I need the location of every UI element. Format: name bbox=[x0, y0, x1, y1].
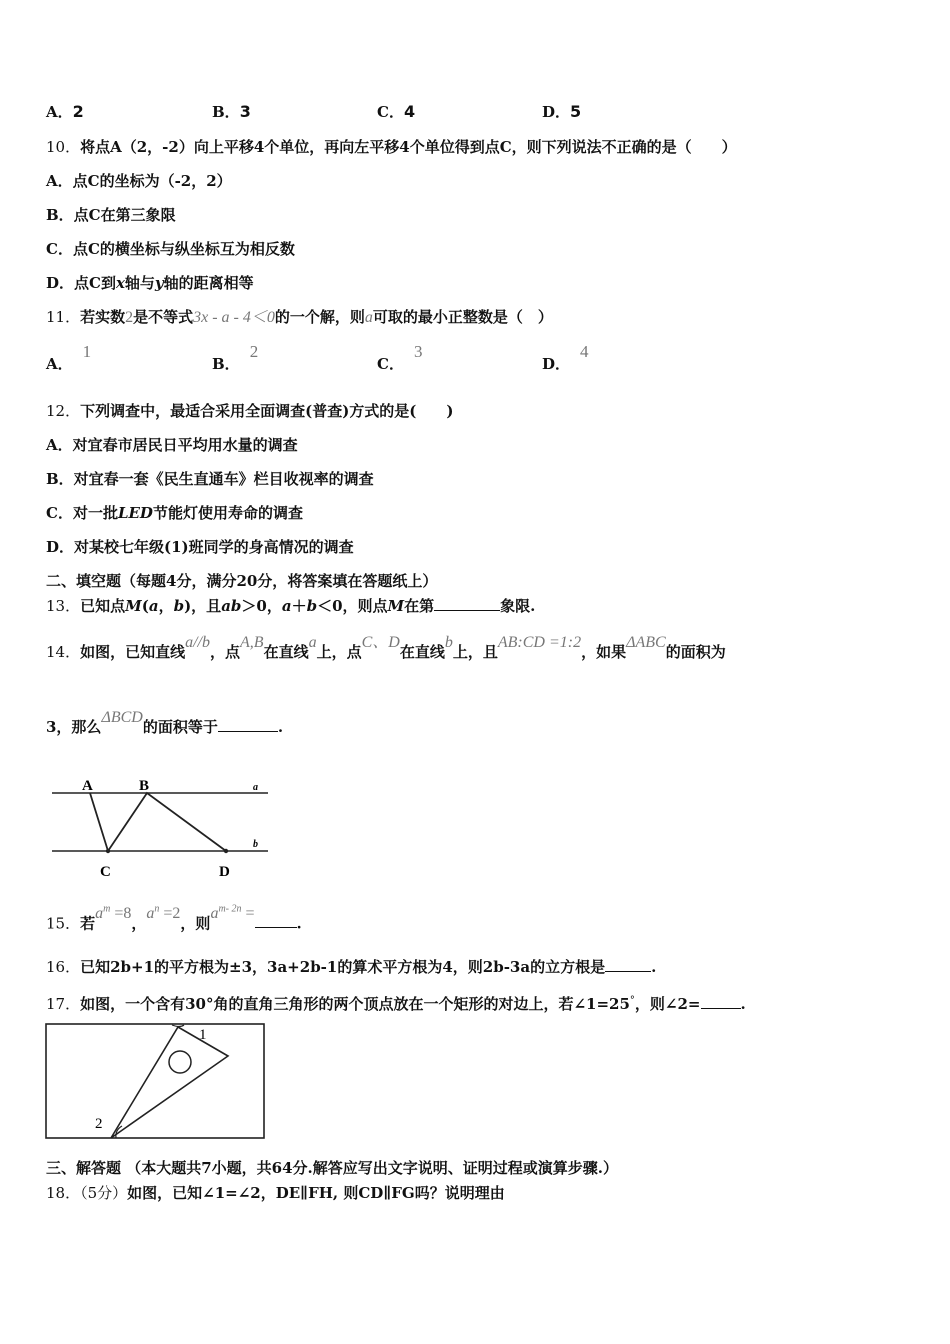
label-line-b: b bbox=[253, 839, 258, 850]
q12-stem: 12．下列调查中，最适合采用全面调查(普查)方式的是( ) bbox=[46, 402, 454, 420]
q10-stem: 10．将点A（2，-2）向上平移4个单位，再向左平移4个单位得到点C，则下列说法不正确的是（ ） bbox=[46, 138, 737, 156]
q12-option-b: B．对宜春一套《民生直通车》栏目收视率的调查 bbox=[46, 470, 374, 488]
q15-answer-blank[interactable] bbox=[255, 913, 297, 928]
q12-option-d: D．对某校七年级(1)班同学的身高情况的调查 bbox=[46, 538, 354, 556]
triangle-sides bbox=[90, 793, 226, 851]
q9-option-d: D．5 bbox=[542, 102, 582, 121]
q9-option-b: B．3 bbox=[212, 102, 251, 121]
section-2-title: 二、填空题（每题4分，满分20分，将答案填在答题纸上） bbox=[46, 572, 438, 590]
rectangle bbox=[46, 1024, 264, 1138]
q14-figure bbox=[46, 770, 276, 885]
q13-stem: 13．已知点M(a，b)，且ab＞0，a＋b＜0，则点M在第 象限. bbox=[46, 597, 536, 615]
q14-stem: 14．如图，已知直线a//b，点A,B在直线a上，点C、D在直线b上，且AB:CD =1:2，如果ΔABC的面积为 bbox=[46, 634, 726, 661]
q16-answer-blank[interactable] bbox=[605, 957, 651, 972]
right-triangle bbox=[111, 1027, 228, 1138]
q17-answer-blank[interactable] bbox=[701, 994, 741, 1009]
q9-option-c: C．4 bbox=[377, 102, 416, 121]
q10-option-c: C．点C的横坐标与纵坐标互为相反数 bbox=[46, 240, 295, 258]
q10-option-b: B．点C在第三象限 bbox=[46, 206, 176, 224]
angle-1-arc bbox=[172, 1025, 184, 1027]
label-A: A bbox=[82, 778, 93, 794]
q11-option-a: A．1 bbox=[46, 342, 92, 373]
q12-option-c: C．对一批LED节能灯使用寿命的调查 bbox=[46, 504, 303, 522]
section-3-title: 三、解答题 （本大题共7小题，共64分.解答应写出文字说明、证明过程或演算步骤.） bbox=[46, 1159, 618, 1177]
q11-option-d: D．4 bbox=[542, 342, 589, 373]
triangle-hole bbox=[169, 1051, 191, 1073]
q12-option-a: A．对宜春市居民日平均用水量的调查 bbox=[46, 436, 298, 454]
q13-answer-blank[interactable] bbox=[434, 596, 500, 611]
q15-stem: 15．若$a^m =8$，$a^n =2$，则$a^{m- 2n}$ =. bbox=[46, 904, 302, 933]
q10-option-a: A．点C的坐标为（-2，2） bbox=[46, 172, 232, 190]
q17-stem: 17．如图，一个含有30°角的直角三角形的两个顶点放在一个矩形的对边上，若∠1=25°，则∠2= . bbox=[46, 995, 746, 1013]
q11-option-c: C．3 bbox=[377, 342, 423, 373]
q14-answer-blank[interactable] bbox=[218, 717, 278, 732]
angle-2-label: 2 bbox=[95, 1116, 103, 1132]
q9-option-a: A．2 bbox=[46, 102, 84, 121]
q18-stem: 18．（5分）如图，已知∠1=∠2，DE∥FH, 则CD∥FG吗？说明理由 bbox=[46, 1184, 505, 1202]
label-D: D bbox=[219, 864, 230, 880]
angle-1-label: 1 bbox=[199, 1027, 207, 1043]
q14-stem-cont: 3，那么ΔBCD的面积等于 . bbox=[46, 709, 284, 736]
q17-figure bbox=[44, 1022, 268, 1142]
q11-option-b: B．2 bbox=[212, 342, 259, 373]
label-line-a: a bbox=[253, 782, 258, 793]
q10-option-d: D．点C到x轴与y轴的距离相等 bbox=[46, 274, 254, 292]
q16-stem: 16．已知2b+1的平方根为±3，3a+2b-1的算术平方根为4，则2b-3a的立方根是 . bbox=[46, 958, 657, 976]
q11-stem: 11．若实数2是不等式3x - a - 4＜0的一个解，则a可取的最小正整数是（ ） bbox=[46, 308, 553, 326]
label-B: B bbox=[139, 778, 150, 794]
label-C: C bbox=[100, 864, 111, 880]
